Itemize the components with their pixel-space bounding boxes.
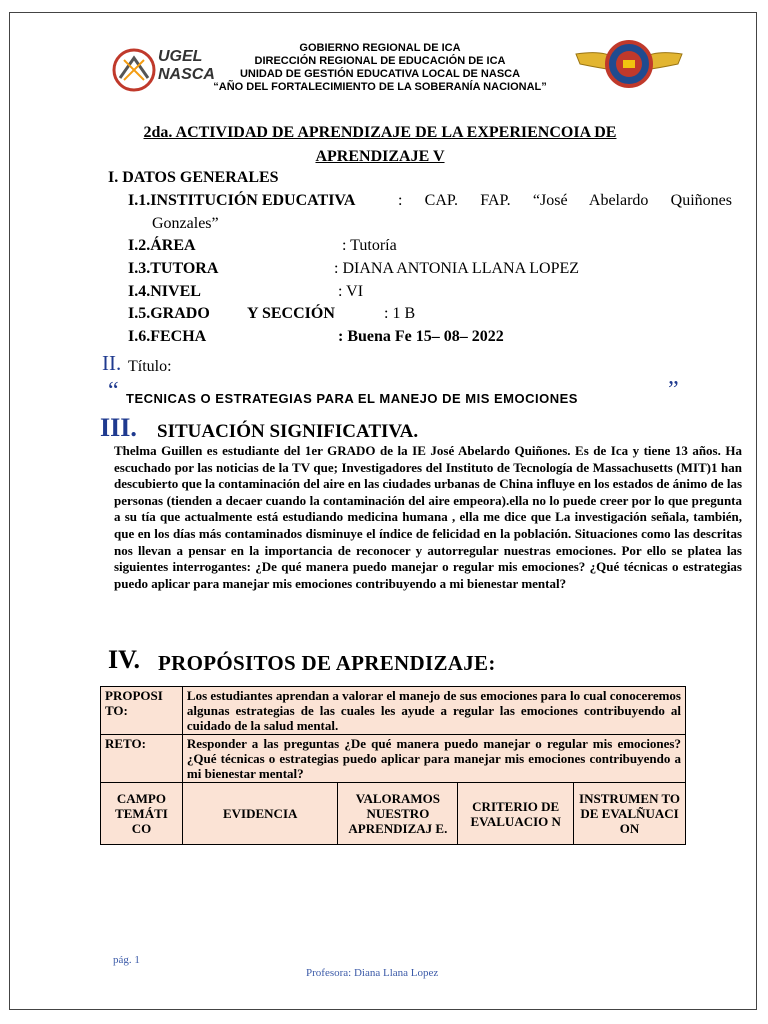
datos-generales-heading: I. DATOS GENERALES bbox=[108, 169, 279, 186]
activity-title-line-1: 2da. ACTIVIDAD DE APRENDIZAJE DE LA EXPERIENCOIA DE bbox=[143, 124, 617, 141]
column-header-valoramos: VALORAMOS NUESTRO APRENDIZAJ E. bbox=[338, 783, 458, 845]
situacion-body: Thelma Guillen es estudiante del 1er GRADO de la IE José Abelardo Quiñones. Es de Ica y tiene 13 años. Ha escuchado por las noticias de la TV que; Investigadores del Instituto de Tecnología de Massachusetts (MIT)1 han descubierto que la contaminación del aire en las ciudades urbanas de China influye en los estados de ánimo de las personas (tienden a decaer cuando la contaminación del aire empeora).ella no lo puede creer por lo que pregunta a su tía que actualmente está estudiando medicina humana , ella me dice que La investigación señala, también, que en los días más contaminados disminuye el índice de felicidad en la población. Situaciones como las descritas nos llevan a pensar en la importancia de reconocer y autorregular nuestras emociones. Por ello se platea las siguientes interrogantes: ¿De qué manera puedo manejar o regular mis emociones? ¿Qué técnicas o estrategias puedo aplicar para manejar mis emociones contribuyendo a mi bienestar mental? bbox=[114, 443, 742, 591]
fecha-value: : Buena Fe 15– 08– 2022 bbox=[338, 328, 504, 345]
situacion-heading: SITUACIÓN SIGNIFICATIVA. bbox=[157, 421, 419, 442]
area-label: I.2.ÁREA bbox=[128, 237, 196, 254]
table-row bbox=[101, 735, 686, 783]
titulo-close-quote: ” bbox=[668, 377, 679, 403]
grado-label: I.5.GRADO bbox=[128, 305, 210, 322]
grado-value: : 1 B bbox=[384, 305, 416, 322]
propositos-roman: IV. bbox=[108, 645, 141, 674]
column-header-evidencia: EVIDENCIA bbox=[182, 783, 338, 845]
ugel-logo-text-top: UGEL bbox=[158, 48, 203, 65]
titulo-text: TECNICAS O ESTRATEGIAS PARA EL MANEJO DE MIS EMOCIONES bbox=[126, 391, 578, 406]
fecha-label: I.6.FECHA bbox=[128, 328, 207, 345]
header-line-1: GOBIERNO REGIONAL DE ICA bbox=[299, 42, 461, 54]
column-header-instrumento: INSTRUMEN TO DE EVALÑUACI ON bbox=[574, 783, 686, 845]
nivel-label: I.4.NIVEL bbox=[128, 283, 201, 300]
nivel-value: : VI bbox=[338, 283, 364, 300]
institucion-value-cont: Gonzales” bbox=[152, 215, 219, 232]
situacion-roman: III. bbox=[100, 413, 137, 442]
titulo-open-quote: “ bbox=[108, 378, 119, 404]
activity-title-line-2: APRENDIZAJE V bbox=[315, 148, 445, 165]
header-line-4: “AÑO DEL FORTALECIMIENTO DE LA SOBERANÍA NACIONAL” bbox=[213, 81, 547, 93]
table-row bbox=[101, 687, 686, 735]
propositos-table bbox=[100, 686, 686, 845]
tutora-label: I.3.TUTORA bbox=[128, 260, 219, 277]
footer-author: Profesora: Diana Llana Lopez bbox=[306, 967, 439, 979]
air-force-badge-emblem bbox=[574, 34, 684, 94]
titulo-roman: II. bbox=[102, 351, 122, 375]
titulo-label: Título: bbox=[128, 358, 172, 375]
column-header-criterio: CRITERIO DE EVALUACIO N bbox=[458, 783, 574, 845]
ugel-logo bbox=[112, 46, 215, 94]
header-line-2: DIRECCIÓN REGIONAL DE EDUCACIÓN DE ICA bbox=[254, 55, 506, 67]
area-value: : Tutoría bbox=[342, 237, 397, 254]
table-header-row bbox=[101, 783, 686, 845]
page-number: pág. 1 bbox=[113, 954, 140, 966]
column-header-campo-tematico: CAMPO TEMÁTI CO bbox=[101, 783, 183, 845]
ugel-logo-text-bottom: NASCA bbox=[158, 66, 215, 83]
reto-text-cell: Responder a las preguntas ¿De qué manera puedo manejar o regular mis emociones? ¿Qué técnicas o estrategias puedo aplicar para manejar mis emociones contribuyendo a mi bienestar mental? bbox=[182, 735, 685, 783]
institucion-label: I.1.INSTITUCIÓN EDUCATIVA bbox=[128, 192, 356, 209]
proposito-text-cell: Los estudiantes aprendan a valorar el manejo de sus emociones para lo cual conoceremos algunas estrategias de las cuales les ayude a regular las emociones contribuyendo al cuidado de la salud mental. bbox=[182, 687, 685, 735]
seccion-label: Y SECCIÓN bbox=[247, 305, 335, 322]
tutora-value: : DIANA ANTONIA LLANA LOPEZ bbox=[334, 260, 580, 277]
proposito-label-cell: PROPOSI TO: bbox=[101, 687, 183, 735]
reto-label-cell: RETO: bbox=[101, 735, 183, 783]
institucion-value: : CAP. FAP. “José Abelardo Quiñones bbox=[398, 192, 732, 209]
propositos-heading: PROPÓSITOS DE APRENDIZAJE: bbox=[158, 651, 496, 675]
header-line-3: UNIDAD DE GESTIÓN EDUCATIVA LOCAL DE NASCA bbox=[239, 68, 521, 80]
